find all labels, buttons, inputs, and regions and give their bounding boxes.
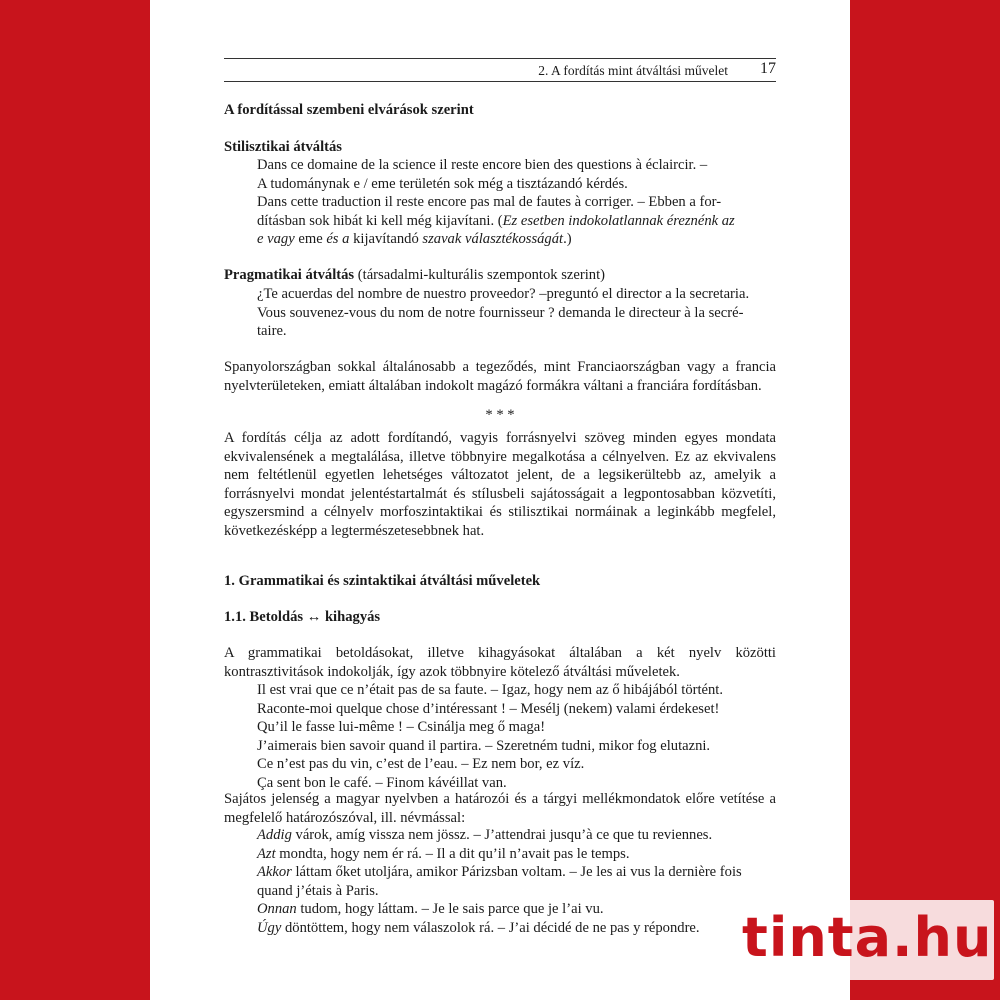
section-heading: A fordítással szembeni elvárások szerint bbox=[224, 102, 474, 118]
book-page bbox=[150, 0, 850, 1000]
example-line: Qu’il le fasse lui-même ! – Csinálja meg ő maga! bbox=[257, 719, 546, 735]
stylistic-note: e vagy eme és a kijavítandó szavak választékosságát.) bbox=[257, 231, 572, 247]
pragmatic-subtitle: (társadalmi-kulturális szempontok szerint) bbox=[357, 267, 605, 283]
stylistic-line: Dans cette traduction il reste encore pas mal de fautes à corriger. – Ebben a for- bbox=[257, 194, 722, 210]
watermark-text: tinta.hu bbox=[742, 906, 993, 969]
stylistic-line: Dans ce domaine de la science il reste encore bien des questions à éclaircir. – bbox=[257, 157, 708, 173]
pragmatic-title: Pragmatikai átváltás bbox=[224, 267, 355, 283]
paragraph-special: Sajátos jelenség a magyar nyelvben a határozói és a tárgyi mellékmondatok előre vetítése a megfelelő határozószóval, ill. névmással: bbox=[224, 791, 776, 826]
subsection-heading: 1.1. Betoldás ↔ kihagyás bbox=[224, 609, 381, 625]
stylistic-line: A tudománynak e / eme területén sok még a tisztázandó kérdés. bbox=[257, 175, 628, 192]
adverb-example: Addig várok, amíg vissza nem jössz. – J’attendrai jusqu’à ce que tu reviennes. bbox=[257, 827, 713, 843]
adverb-example: Azt mondta, hogy nem ér rá. – Il a dit qu’il n’avait pas le temps. bbox=[257, 845, 630, 862]
example-line: Raconte-moi quelque chose d’intéressant ! – Mesélj (nekem) valami érdekeset! bbox=[257, 700, 720, 717]
pragmatic-title-line bbox=[224, 266, 776, 285]
pragmatic-line: taire. bbox=[257, 323, 287, 339]
adverb-example: Onnan tudom, hogy láttam. – Je le sais parce que je l’ai vu. bbox=[257, 901, 604, 917]
page-number: 17 bbox=[760, 60, 776, 77]
example-line: Ce n’est pas du vin, c’est de l’eau. – Ez nem bor, ez víz. bbox=[257, 756, 585, 772]
chapter-title: 2. A fordítás mint átváltási művelet bbox=[538, 63, 728, 78]
example-line: Il est vrai que ce n’était pas de sa faute. – Igaz, hogy nem az ő hibájából történt. bbox=[257, 682, 724, 698]
example-line: J’aimerais bien savoir quand il partira. – Szeretném tudni, mikor fog elutazni. bbox=[257, 737, 711, 754]
running-header bbox=[224, 58, 776, 82]
paragraph-goal: A fordítás célja az adott fordítandó, vagyis forrásnyelvi szöveg minden egyes mondata ekvivalensének a megtalálása, illetve többnyire megalkotása a célnyelven. Ez az ekvivalens nem feltétlenül egyetlen lehetséges változatot jelent, de a legsikerültebb az, amelyik a forrásnyelvi mondat jelentéstartalmát és stílusbeli sajátosságait a legpontosabban közvetíti, egyszersmind a célnyelv morfoszintaktikai és stilisztikai normáinak a leginkább megfelel, következésképp a legtermészetesebbnek hat. bbox=[224, 430, 776, 539]
grammar-examples bbox=[224, 681, 776, 792]
pragmatic-line: Vous souvenez-vous du nom de notre fournisseur ? demanda le directeur à la secré- bbox=[257, 304, 744, 321]
adverb-example: Akkor láttam őket utoljára, amikor Párizsban voltam. – Je les ai vus la dernière fois quand j’étais à Paris. bbox=[257, 864, 742, 899]
tinta-watermark bbox=[732, 900, 994, 980]
pragmatic-line: ¿Te acuerdas del nombre de nuestro proveedor? –preguntó el director a la secretaria. bbox=[257, 286, 750, 302]
stylistic-title: Stilisztikai átváltás bbox=[224, 139, 342, 155]
adverb-example: Úgy döntöttem, hogy nem válaszolok rá. – J’ai décidé de ne pas y répondre. bbox=[257, 919, 700, 936]
paragraph-spain: Spanyolországban sokkal általánosabb a tegeződés, mint Franciaországban vagy a francia nyelvterületeken, emiatt általában indokolt magázó formákra váltani a franciára fordításban. bbox=[224, 359, 776, 394]
stylistic-examples bbox=[224, 156, 776, 249]
section-separator: * * * bbox=[485, 407, 515, 423]
paragraph-intro: A grammatikai betoldásokat, illetve kihagyásokat általában a két nyelv közötti kontrasztivitások indokolják, így azok többnyire kötelező átváltási műveletek. bbox=[224, 645, 776, 680]
example-line: Ça sent bon le café. – Finom kávéillat van. bbox=[257, 774, 507, 791]
section-2-heading: 1. Grammatikai és szintaktikai átváltási műveletek bbox=[224, 573, 541, 589]
stylistic-line: dításban sok hibát ki kell még kijavítani. (Ez esetben indokolatlannak éreznénk az bbox=[257, 212, 735, 229]
adverb-examples bbox=[224, 826, 776, 937]
pragmatic-examples bbox=[224, 285, 776, 341]
